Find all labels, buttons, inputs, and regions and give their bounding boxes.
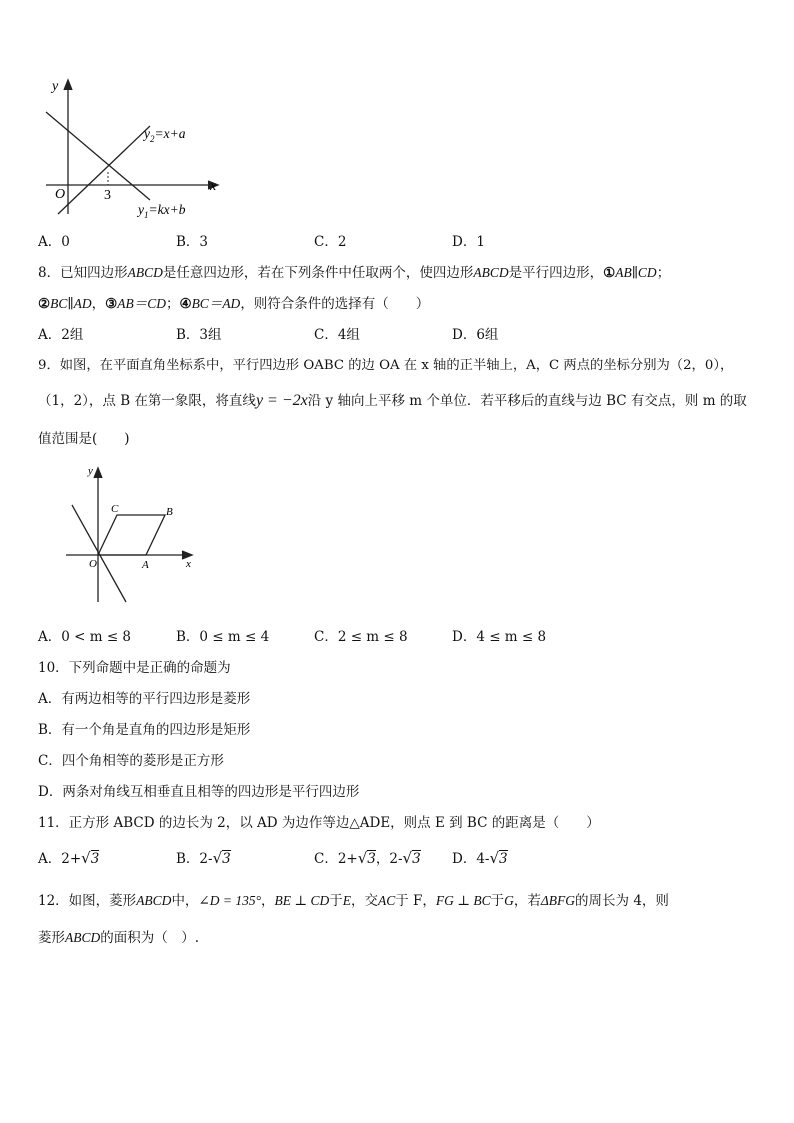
q9-figure [60,462,200,606]
q7-y2-label: $y_2=x+a$ [144,126,186,144]
q8-text: ，则符合条件的选择有（ ） [240,296,430,312]
sqrt-icon: √ [357,849,368,867]
q8-condition-3-num: ③ [105,296,118,312]
q7-option-d: D．1 [452,234,485,250]
q12-text: 于 [490,893,505,909]
q7-option-c: C．2 [314,234,347,250]
q7-origin-label: O [55,187,66,202]
q10-option-c: C．四个角相等的菱形是正方形 [38,753,224,769]
q9-y-axis-label: y [88,465,93,477]
q11-radicand: 3 [412,851,421,867]
q7-figure [38,72,238,222]
q8-text: 是平行四边形， [508,265,604,281]
q7-tick-3: 3 [104,188,111,203]
q8-abcd: ABCD [127,265,163,280]
q10-option-b: B．有一个角是直角的四边形是矩形 [38,722,251,738]
q9-point-b: B [166,506,173,518]
q12-be-perp-cd: BE ⊥ CD [274,893,330,908]
q7-x-axis-label: x [210,179,217,194]
sqrt-icon: √ [489,849,500,867]
q8-abcd: ABCD [473,265,509,280]
q8-text: ； [656,265,671,281]
q8-condition-1-num: ① [603,265,616,281]
q7-option-b: B．3 [176,234,209,250]
q8-option-a: A．2组 [38,327,84,343]
q11-option-c [314,847,421,867]
q9-option-c: C．2 ≤ m ≤ 8 [314,629,408,645]
q12-text: ，交 [350,893,378,909]
q9-text: 沿 y 轴向上平移 m 个单位．若平移后的直线与边 BC 有交点，则 m 的取 [307,393,747,409]
sqrt-icon: √ [81,849,91,867]
q12-text: 的周长为 4，则 [575,893,669,909]
q12-ac: AC [377,893,396,908]
q11-stem: 11．正方形 ABCD 的边长为 2，以 AD 为边作等边△ADE，则点 E 到 BC 的距离是（ ） [38,815,600,831]
q11-option-c-text: C．2+ [314,851,358,867]
q12-angle: ∠D = 135° [198,893,262,908]
q7-y1-label: $y_1=kx+b$ [138,202,186,220]
q12-fg-perp-bc: FG ⊥ BC [435,893,491,908]
q11-option-b-text: B．2- [176,851,213,867]
q9-x-axis-label: x [186,558,191,570]
q11-radicand: 3 [90,851,100,867]
sqrt-icon: √ [212,849,223,867]
q8-condition-2-num: ② [38,296,51,312]
q12-text: 中， [171,893,199,909]
q9-point-a: A [142,559,149,571]
q8-stem-line2 [38,292,429,312]
q12-text: 的面积为（ ）. [100,930,200,946]
q8-condition-2: BC∥AD [50,296,92,311]
q8-text: ， [91,296,106,312]
q11-option-c-text2: ，2- [375,851,403,867]
q9-text: （1，2），点 B 在第一象限，将直线 [38,393,256,409]
q9-option-d: D．4 ≤ m ≤ 8 [452,629,547,645]
q9-stem-line2 [38,389,747,410]
q12-stem-line1 [38,889,669,909]
q11-radicand: 3 [499,851,508,867]
q12-text: ， [261,893,275,909]
q8-text: ； [165,296,180,312]
sqrt-icon: √ [402,849,413,867]
q11-option-a [38,847,99,867]
q12-stem-line2 [38,926,199,946]
q9-stem-line1: 9．如图，在平面直角坐标系中，平行四边形 OABC 的边 OA 在 x 轴的正半轴上，A，C 两点的坐标分别为（2，0）， [38,358,734,373]
q8-condition-3: AB＝CD [117,296,166,311]
q12-text: 于 [329,893,343,909]
q9-option-a: A．0 < m ≤ 8 [38,629,132,645]
q11-option-a-text: A．2+ [38,851,82,867]
q12-text: 于 F， [395,893,436,909]
q12-point-e: E [342,893,351,908]
q11-option-d-text: D．4- [452,851,490,867]
q9-point-c: C [111,503,119,515]
q8-condition-4: BC＝AD [191,296,241,311]
q8-option-b: B．3组 [176,327,222,343]
q10-option-a: A．有两边相等的平行四边形是菱形 [38,691,251,707]
q9-option-b: B．0 ≤ m ≤ 4 [176,629,270,645]
q9-point-o: O [89,558,97,570]
q8-condition-4-num: ④ [179,296,192,312]
q12-text: 12．如图，菱形 [38,893,137,909]
q7-y-axis-label: y [52,79,59,94]
q12-abcd: ABCD [136,893,172,908]
q7-option-a: A．0 [38,234,70,250]
q10-option-d: D．两条对角线互相垂直且相等的四边形是平行四边形 [38,784,360,800]
q12-abcd: ABCD [65,930,101,945]
q8-stem-line1 [38,261,670,281]
q12-point-g: G [504,893,514,908]
q9-line-equation: y = −2x [255,392,308,409]
q8-condition-1: AB∥CD [615,265,657,280]
q11-option-d [452,847,508,867]
q8-option-c: C．4组 [314,327,360,343]
q11-radicand: 3 [367,851,376,867]
q12-text: 菱形 [38,930,65,946]
q12-triangle: ΔBFG [540,893,576,908]
q11-option-b [176,847,231,867]
q11-radicand: 3 [222,851,231,867]
q9-stem-line3: 值范围是( ) [38,431,130,447]
q12-text: ，若 [513,893,541,909]
q8-text: 8．已知四边形 [38,265,128,281]
q10-stem: 10．下列命题中是正确的命题为 [38,660,231,676]
q8-option-d: D．6组 [452,327,499,343]
q8-text: 是任意四边形，若在下列条件中任取两个，使四边形 [162,265,474,281]
